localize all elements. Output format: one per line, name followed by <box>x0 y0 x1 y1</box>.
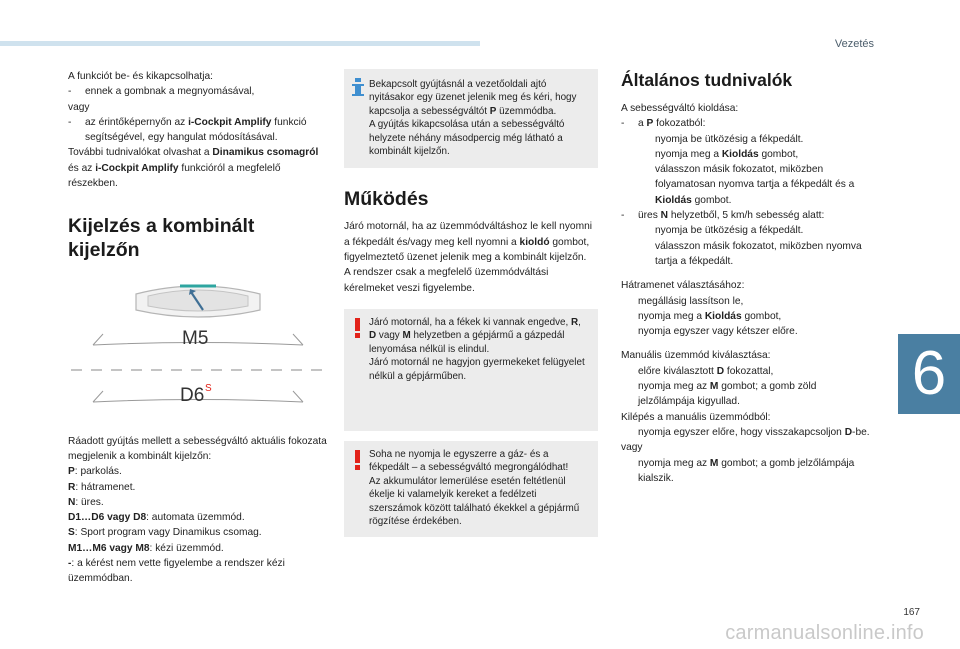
gear-item: D1…D6 vagy D8: automata üzemmód. <box>68 512 245 524</box>
display-sport-indicator: S <box>205 383 212 395</box>
column-right <box>621 69 871 486</box>
more-info-text: További tudnivalókat olvashat a Dinamikus csomagról és az i-Cockpit Amplify funkcióról a megfelelő részekben. <box>68 147 319 190</box>
gear-item: S: Sport program vagy Dinamikus csomag. <box>68 527 262 539</box>
gear-item: P: parkolás. <box>68 466 122 478</box>
display-gear-bottom: D6 <box>180 385 205 407</box>
gauge-inner <box>148 290 248 311</box>
intro-text: A funkciót be- és kikapcsolhatja: <box>68 71 213 82</box>
operation-text-2: A rendszer csak a megfelelő üzemmódváltási kérelmeket veszi figyelembe. <box>344 267 549 294</box>
info-icon <box>351 78 365 98</box>
warning-icon <box>351 318 365 338</box>
list-item: válasszon másik fokozatot, miközben nyomva tartja a fékpedált. <box>655 240 862 267</box>
list-item: - az érintőképernyőn az i-Cockpit Amplify funkció segítségével, egy hangulat módosításával. <box>68 116 307 144</box>
gear-item: N: üres. <box>68 496 104 508</box>
warning-box-1 <box>344 309 598 431</box>
chapter-tab[interactable]: 6 <box>898 334 960 414</box>
gear-display-svg <box>68 276 328 416</box>
list-item: - ennek a gombnak a megnyomásával, <box>68 86 255 98</box>
list-item: válasszon másik fokozatot, miközben folyamatosan nyomva tartja a fékpedált és a Kioldás gombot. <box>655 164 855 206</box>
warning-text: Járó motornál, ha a fékek ki vannak engedve, R, D vagy M helyzetben a gépjármű a gázpedál lenyomása nélkül is elindul. <box>369 316 581 355</box>
list-item: nyomja meg a Kioldás gombot, <box>638 310 782 322</box>
list-item: nyomja meg a Kioldás gombot, <box>655 148 799 160</box>
info-text: Bekapcsolt gyújtásnál a vezetőoldali ajtó nyitásakor egy üzenet jelenik meg és kéri, hogy kapcsolja a sebességváltót P üzemmódba. <box>369 79 577 117</box>
page-number: 167 <box>903 607 920 618</box>
operation-text: Járó motornál, ha az üzemmódváltáshoz le kell nyomni a fékpedált és/vagy meg kell nyomni a kioldó gombot, figyelmeztető üzenet jelenik meg a kombinált kijelzőn. <box>344 221 593 264</box>
info-text-2: A gyújtás kikapcsolása után a sebességváltó helyzete néhány másodpercig még látható a kombinált kijelzőn. <box>369 119 565 158</box>
watermark: carmanualsonline.info <box>725 622 924 644</box>
list-item: nyomja egyszer előre, hogy visszakapcsoljon D-be. <box>638 426 870 438</box>
info-box <box>344 69 598 168</box>
manual-text: Manuális üzemmód kiválasztása: <box>621 350 771 362</box>
display-gear-top: M5 <box>182 328 209 350</box>
header-bar <box>0 41 480 46</box>
exit-text: Kilépés a manuális üzemmódból: <box>621 411 771 423</box>
warning-box-2 <box>344 441 598 537</box>
list-item: előre kiválasztott D fokozattal, <box>638 365 774 377</box>
gear-item: -: a kérést nem vette figyelembe a rendszer kézi üzemmódban. <box>68 558 285 585</box>
heading-operation: Működés <box>344 188 429 211</box>
warning-icon <box>351 450 365 470</box>
list-item: - a P fokozatból: <box>621 118 706 130</box>
release-text: A sebességváltó kioldása: <box>621 103 739 114</box>
or-text: vagy <box>621 442 643 454</box>
display-description: Ráadott gyújtás mellett a sebességváltó aktuális fokozata megjelenik a kombinált kijelzőn: <box>68 435 327 462</box>
list-item: - üres N helyzetből, 5 km/h sebesség alatt: <box>621 210 825 222</box>
warning-text: Soha ne nyomja le egyszerre a gáz- és a fékpedált – a sebességváltó megrongálódhat! <box>369 448 569 474</box>
column-left <box>68 69 328 585</box>
section-title: Vezetés <box>834 38 874 50</box>
list-item: nyomja meg az M gombot; a gomb zöld jelzőlámpája kigyullad. <box>638 381 817 408</box>
warning-text-2: Járó motornál ne hagyjon gyermekeket felügyelet nélkül a gépjárműben. <box>369 357 585 382</box>
list-item: nyomja egyszer vagy kétszer előre. <box>638 326 798 338</box>
list-item: nyomja be ütközésig a fékpedált. <box>655 225 804 237</box>
warning-text-2: Az akkumulátor lemerülése esetén feltétlenül ékelje ki valamelyik kereket a fedélzeti szerszámok között található ékekkel a gépjármű rögzítése érdekében. <box>369 475 580 527</box>
gear-list <box>68 464 328 586</box>
gear-item: M1…M6 vagy M8: kézi üzemmód. <box>68 542 224 554</box>
heading-display: Kijelzés a kombinált kijelzőn <box>68 215 255 262</box>
instrument-display-illustration <box>68 276 328 585</box>
heading-general: Általános tudnivalók <box>621 70 793 90</box>
reverse-text: Hátramenet választásához: <box>621 280 745 292</box>
gear-item: R: hátramenet. <box>68 481 136 493</box>
or-text: vagy <box>68 101 90 113</box>
list-item: nyomja meg az M gombot; a gomb jelzőlámpája kialszik. <box>638 457 855 484</box>
list-item: megállásig lassítson le, <box>638 295 744 307</box>
list-item: nyomja be ütközésig a fékpedált. <box>655 133 804 145</box>
column-middle <box>344 69 598 537</box>
